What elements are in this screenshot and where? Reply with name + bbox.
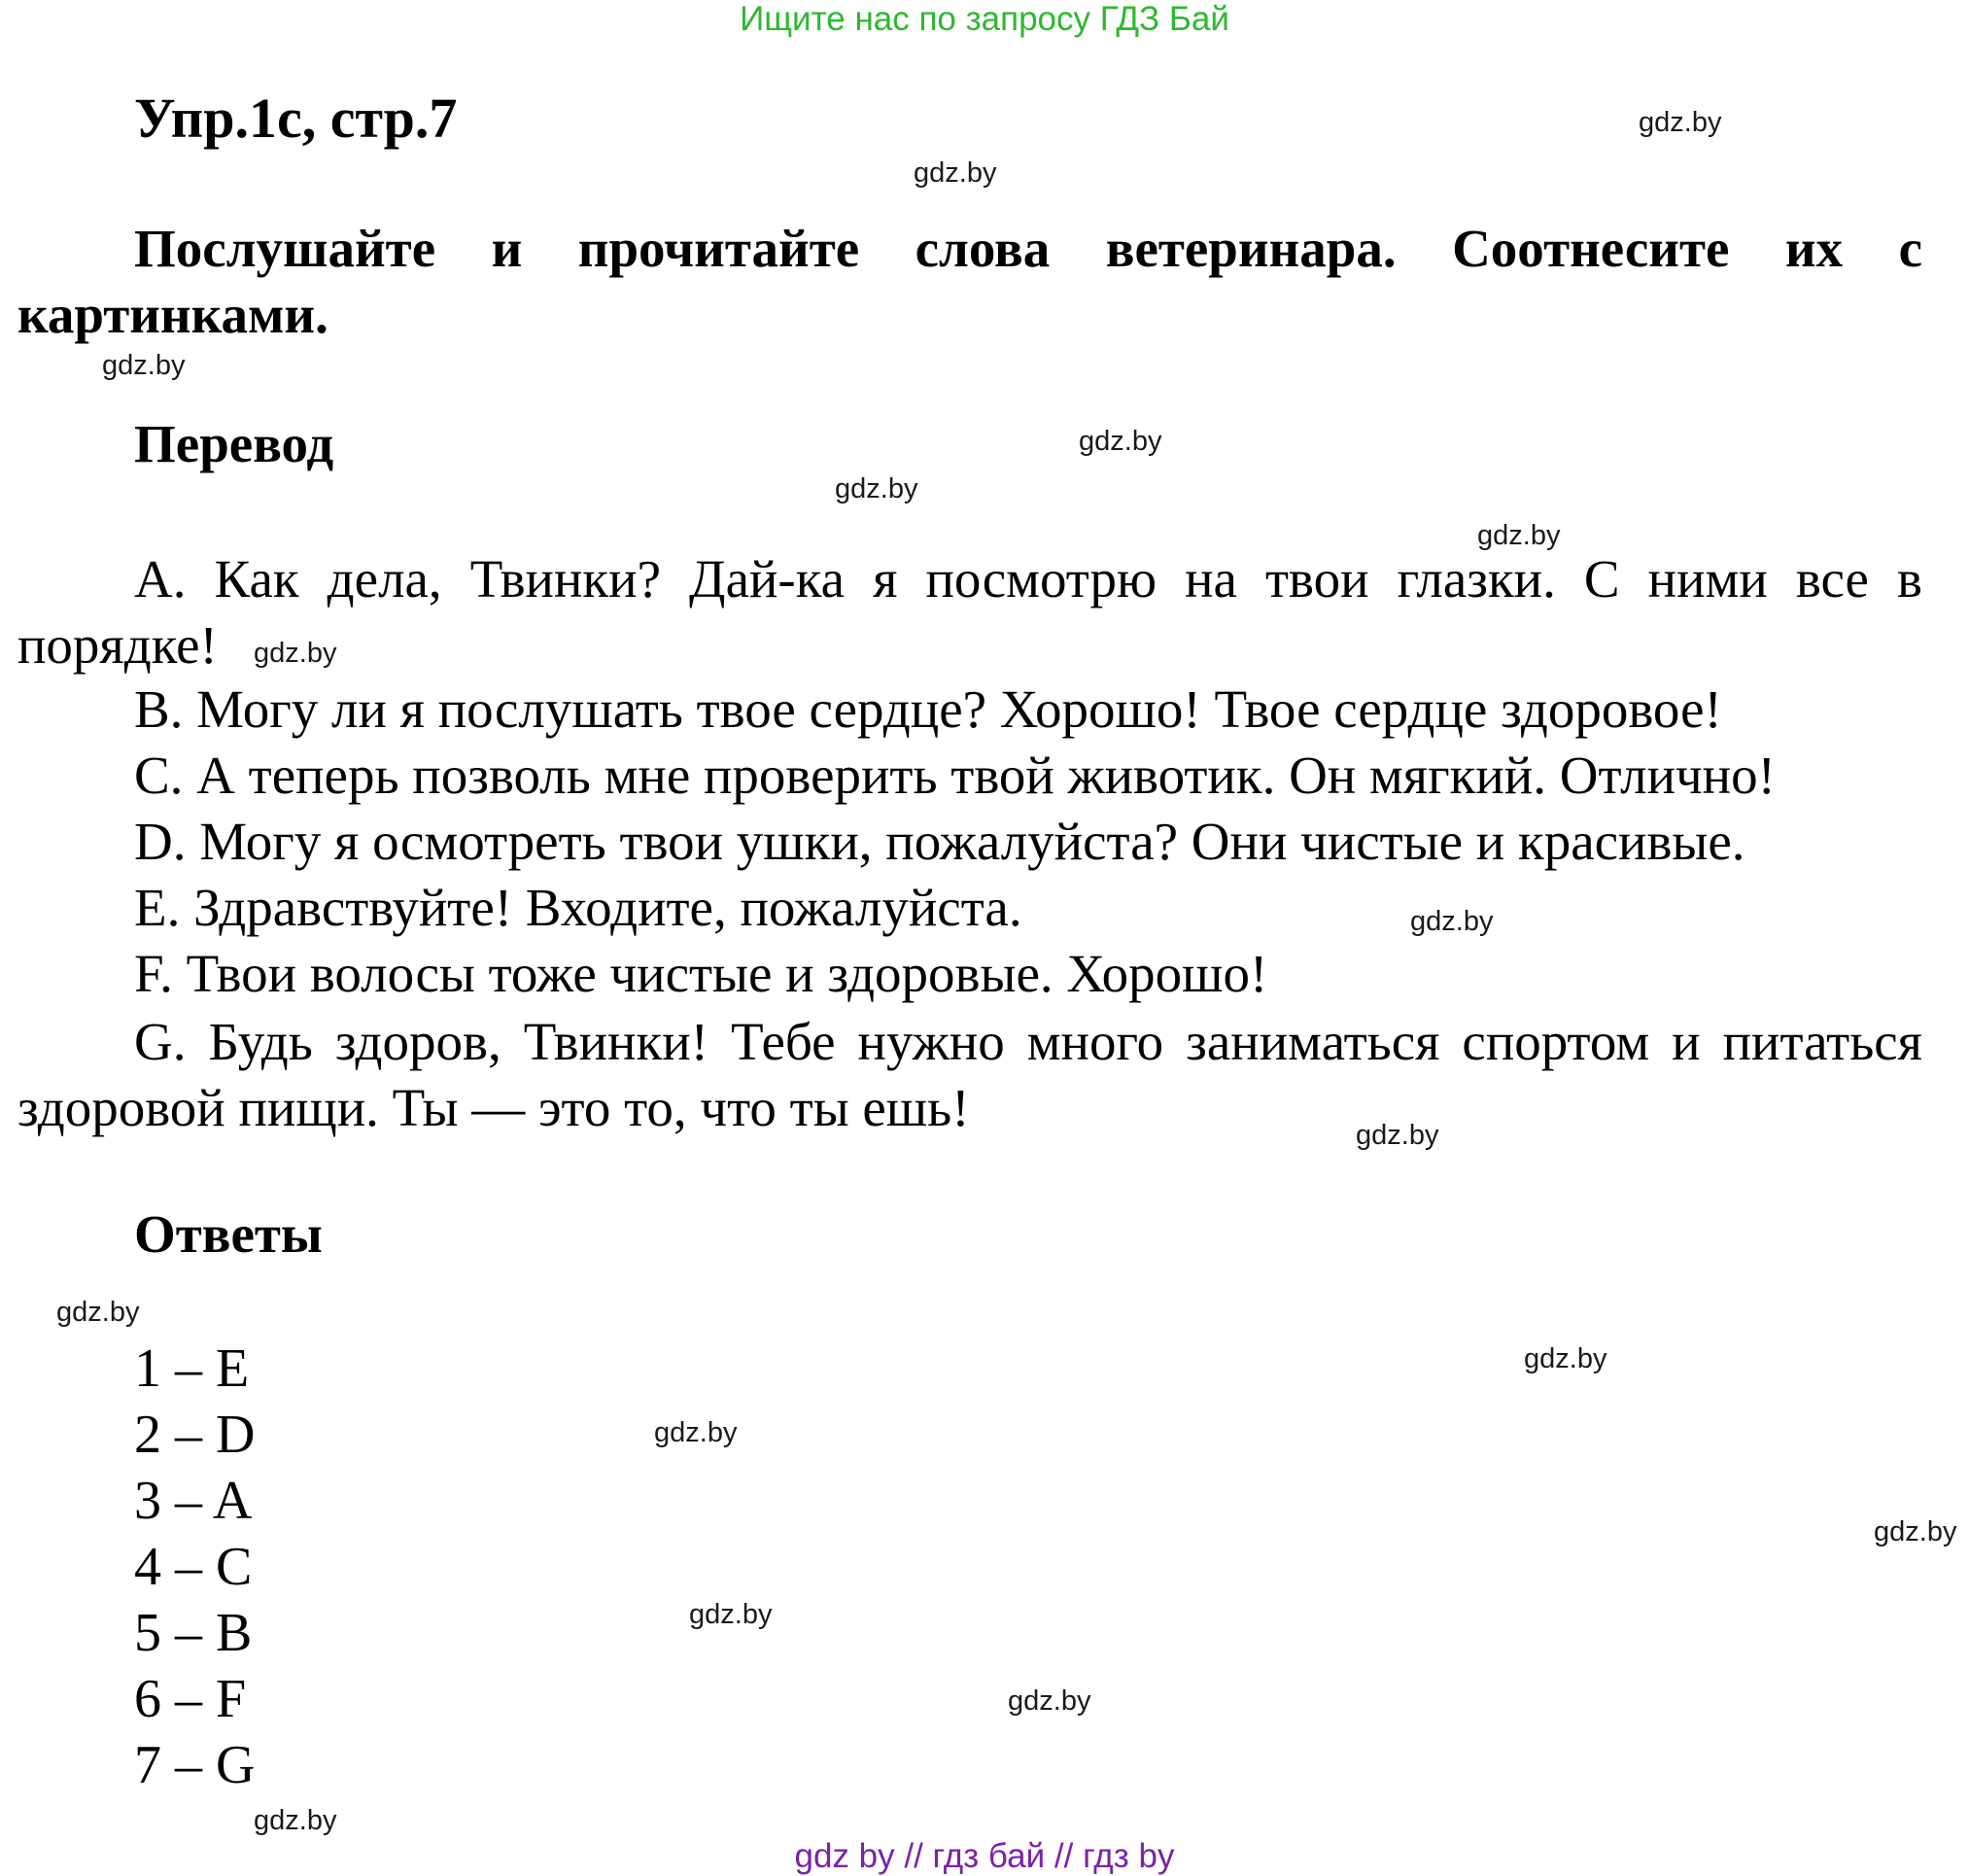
watermark: gdz.by — [254, 1805, 337, 1836]
translation-item-c: C. А теперь позволь мне проверить твой животик. Он мягкий. Отлично! — [134, 746, 1776, 805]
answer-item: 4 – C — [134, 1537, 253, 1597]
watermark: gdz.by — [254, 638, 337, 669]
watermark: gdz.by — [1079, 426, 1162, 457]
answer-item: 2 – D — [134, 1405, 256, 1465]
translation-item-f: F. Твои волосы тоже чистые и здоровые. Хорошо! — [134, 944, 1268, 1003]
translation-item-e: E. Здравствуйте! Входите, пожалуйста. — [134, 878, 1022, 937]
watermark: gdz.by — [1356, 1120, 1439, 1151]
answer-item: 5 – B — [134, 1603, 253, 1663]
task-instruction: Послушайте и прочитайте слова ветеринара. Соотнесите их с картинками. — [17, 219, 1922, 344]
answer-item: 1 – E — [134, 1338, 250, 1399]
watermark: gdz.by — [56, 1297, 140, 1328]
watermark: gdz.by — [1524, 1343, 1607, 1374]
watermark: gdz.by — [914, 157, 997, 189]
watermark: gdz.by — [1410, 906, 1494, 937]
watermark: gdz.by — [689, 1599, 773, 1630]
answer-item: 7 – G — [134, 1735, 256, 1795]
watermark: gdz.by — [654, 1417, 738, 1448]
translation-item-a: A. Как дела, Твинки? Дай-ка я посмотрю на твои глазки. С ними все в порядке! — [17, 549, 1922, 675]
answer-item: 3 – A — [134, 1471, 253, 1531]
answer-item: 6 – F — [134, 1669, 247, 1729]
watermark: gdz.by — [1874, 1516, 1957, 1547]
watermark: gdz.by — [1477, 520, 1561, 551]
watermark: gdz.by — [1008, 1685, 1091, 1717]
translation-item-d: D. Могу я осмотреть твои ушки, пожалуйста? Они чистые и красивые. — [134, 812, 1745, 871]
answers-heading: Ответы — [134, 1204, 323, 1264]
watermark: gdz.by — [835, 473, 918, 504]
translation-heading: Перевод — [134, 414, 334, 473]
search-banner: Ищите нас по запросу ГДЗ Бай — [740, 0, 1229, 38]
exercise-title: Упр.1с, стр.7 — [134, 87, 458, 150]
footer-links: gdz by // гдз бай // гдз by — [794, 1837, 1175, 1875]
translation-item-b: B. Могу ли я послушать твое сердце? Хорошо! Твое сердце здоровое! — [134, 679, 1722, 739]
watermark: gdz.by — [102, 350, 186, 381]
translation-item-g: G. Будь здоров, Твинки! Тебе нужно много заниматься спортом и питаться здоровой пищи. Ты — это то, что ты ешь! — [17, 1012, 1922, 1137]
watermark: gdz.by — [1639, 107, 1722, 138]
